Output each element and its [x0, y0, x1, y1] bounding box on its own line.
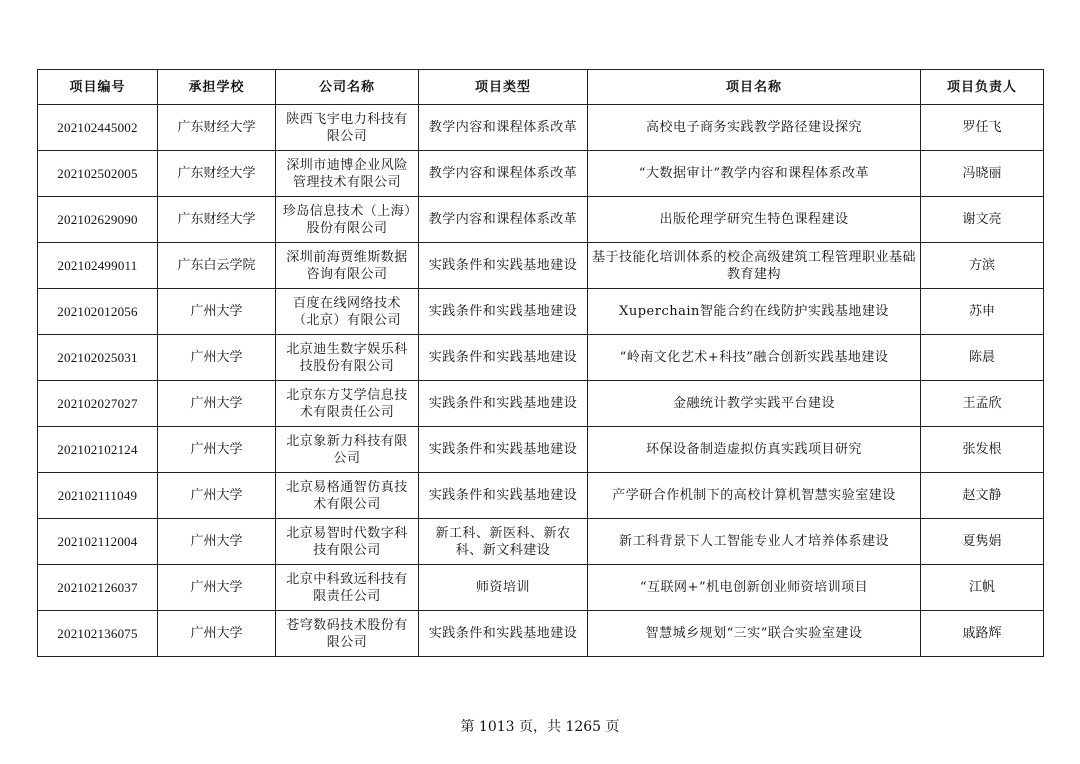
- header-row: [38, 70, 1044, 105]
- table-row: [38, 335, 1044, 381]
- cell-company: 深圳市迪博企业风险管理技术有限公司: [276, 151, 419, 197]
- cell-school: 广东财经大学: [158, 197, 276, 243]
- table-row: [38, 243, 1044, 289]
- cell-project-code: 202102027027: [38, 381, 158, 427]
- cell-company: 北京东方艾学信息技术有限责任公司: [276, 381, 419, 427]
- cell-project-type: 实践条件和实践基地建设: [419, 289, 588, 335]
- cell-project-code: 202102112004: [38, 519, 158, 565]
- table-row: [38, 151, 1044, 197]
- cell-project-code: 202102102124: [38, 427, 158, 473]
- header-project-code: 项目编号: [38, 70, 158, 105]
- cell-project-code: 202102445002: [38, 105, 158, 151]
- cell-project-code: 202102629090: [38, 197, 158, 243]
- cell-project-name: 金融统计教学实践平台建设: [588, 381, 921, 427]
- cell-project-type: 师资培训: [419, 565, 588, 611]
- cell-project-type: 实践条件和实践基地建设: [419, 427, 588, 473]
- cell-project-code: 202102025031: [38, 335, 158, 381]
- project-table: [37, 69, 1044, 657]
- table-body: [38, 105, 1044, 657]
- cell-project-type: 实践条件和实践基地建设: [419, 243, 588, 289]
- table-row: [38, 473, 1044, 519]
- header-project-type: 项目类型: [419, 70, 588, 105]
- page-footer: 第 1013 页，共 1265 页: [460, 719, 620, 735]
- cell-company: 珍岛信息技术（上海）股份有限公司: [276, 197, 419, 243]
- cell-school: 广州大学: [158, 335, 276, 381]
- cell-project-leader: 陈晨: [921, 335, 1044, 381]
- cell-company: 北京易智时代数字科技有限公司: [276, 519, 419, 565]
- cell-project-leader: 赵文静: [921, 473, 1044, 519]
- cell-company: 北京象新力科技有限公司: [276, 427, 419, 473]
- cell-project-name: 环保设备制造虚拟仿真实践项目研究: [588, 427, 921, 473]
- cell-project-code: 202102126037: [38, 565, 158, 611]
- table-row: [38, 565, 1044, 611]
- cell-project-leader: 王孟欣: [921, 381, 1044, 427]
- cell-company: 百度在线网络技术（北京）有限公司: [276, 289, 419, 335]
- cell-school: 广州大学: [158, 427, 276, 473]
- cell-school: 广州大学: [158, 519, 276, 565]
- cell-project-name: 高校电子商务实践教学路径建设探究: [588, 105, 921, 151]
- header-project-name: 项目名称: [588, 70, 921, 105]
- cell-project-code: 202102502005: [38, 151, 158, 197]
- cell-project-name: “大数据审计”教学内容和课程体系改革: [588, 151, 921, 197]
- cell-company: 北京易格通智仿真技术有限公司: [276, 473, 419, 519]
- cell-project-leader: 苏申: [921, 289, 1044, 335]
- table-row: [38, 197, 1044, 243]
- cell-project-type: 教学内容和课程体系改革: [419, 105, 588, 151]
- cell-project-leader: 夏隽娟: [921, 519, 1044, 565]
- cell-project-type: 教学内容和课程体系改革: [419, 151, 588, 197]
- cell-project-name: 产学研合作机制下的高校计算机智慧实验室建设: [588, 473, 921, 519]
- cell-company: 北京迪生数字娱乐科技股份有限公司: [276, 335, 419, 381]
- cell-project-leader: 戚路辉: [921, 611, 1044, 657]
- cell-project-leader: 谢文亮: [921, 197, 1044, 243]
- cell-company: 深圳前海贾维斯数据咨询有限公司: [276, 243, 419, 289]
- table-header: [38, 70, 1044, 105]
- cell-school: 广州大学: [158, 473, 276, 519]
- table-row: [38, 381, 1044, 427]
- cell-project-name: 出版伦理学研究生特色课程建设: [588, 197, 921, 243]
- cell-school: 广州大学: [158, 611, 276, 657]
- cell-project-leader: 方滨: [921, 243, 1044, 289]
- cell-project-code: 202102111049: [38, 473, 158, 519]
- cell-project-type: 实践条件和实践基地建设: [419, 335, 588, 381]
- table-row: [38, 519, 1044, 565]
- cell-project-type: 实践条件和实践基地建设: [419, 381, 588, 427]
- cell-project-code: 202102136075: [38, 611, 158, 657]
- cell-project-type: 实践条件和实践基地建设: [419, 473, 588, 519]
- cell-project-name: 新工科背景下人工智能专业人才培养体系建设: [588, 519, 921, 565]
- cell-school: 广东财经大学: [158, 105, 276, 151]
- cell-school: 广州大学: [158, 565, 276, 611]
- header-project-leader: 项目负责人: [921, 70, 1044, 105]
- cell-school: 广东财经大学: [158, 151, 276, 197]
- cell-project-name: Xuperchain智能合约在线防护实践基地建设: [588, 289, 921, 335]
- cell-company: 苍穹数码技术股份有限公司: [276, 611, 419, 657]
- cell-project-leader: 冯晓丽: [921, 151, 1044, 197]
- cell-school: 广州大学: [158, 289, 276, 335]
- header-company: 公司名称: [276, 70, 419, 105]
- cell-company: 陕西飞宇电力科技有限公司: [276, 105, 419, 151]
- cell-school: 广州大学: [158, 381, 276, 427]
- cell-project-code: 202102012056: [38, 289, 158, 335]
- cell-project-type: 实践条件和实践基地建设: [419, 611, 588, 657]
- table-row: [38, 611, 1044, 657]
- cell-project-name: “岭南文化艺术+科技”融合创新实践基地建设: [588, 335, 921, 381]
- cell-school: 广东白云学院: [158, 243, 276, 289]
- header-school: 承担学校: [158, 70, 276, 105]
- cell-company: 北京中科致远科技有限责任公司: [276, 565, 419, 611]
- cell-project-name: 基于技能化培训体系的校企高级建筑工程管理职业基础教育建构: [588, 243, 921, 289]
- cell-project-type: 新工科、新医科、新农科、新文科建设: [419, 519, 588, 565]
- cell-project-name: “互联网+”机电创新创业师资培训项目: [588, 565, 921, 611]
- cell-project-leader: 江帆: [921, 565, 1044, 611]
- cell-project-code: 202102499011: [38, 243, 158, 289]
- table-row: [38, 105, 1044, 151]
- cell-project-type: 教学内容和课程体系改革: [419, 197, 588, 243]
- table-row: [38, 289, 1044, 335]
- cell-project-name: 智慧城乡规划“三实”联合实验室建设: [588, 611, 921, 657]
- cell-project-leader: 罗任飞: [921, 105, 1044, 151]
- cell-project-leader: 张发根: [921, 427, 1044, 473]
- table-row: [38, 427, 1044, 473]
